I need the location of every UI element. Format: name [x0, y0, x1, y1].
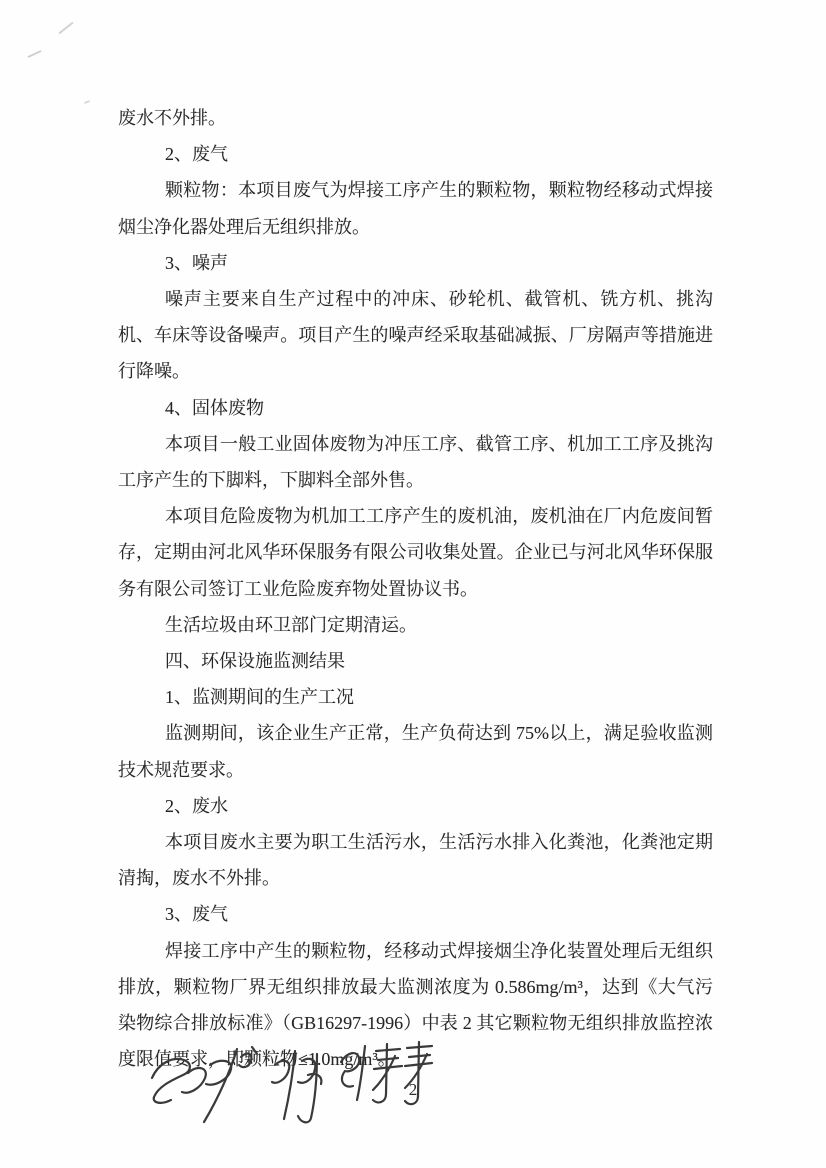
paragraph: 噪声主要来自生产过程中的冲床、砂轮机、截管机、铣方机、挑沟机、车床等设备噪声。项目产生的噪声经采取基础减振、厂房隔声等措施进行降噪。	[118, 289, 713, 382]
paragraph: 焊接工序中产生的颗粒物，经移动式焊接烟尘净化装置处理后无组织排放，颗粒物厂界无组织排放最大监测浓度为 0.586mg/m³，达到《大气污染物综合排放标准》（GB16297-1996）中表 2 其它颗粒物无组织排放监控浓度限值要求，即颗粒物≤1.0mg/m³。	[118, 940, 713, 1070]
scan-artifact	[27, 50, 41, 58]
paragraph: 废水不外排。	[118, 108, 226, 128]
paragraph: 颗粒物：本项目废气为焊接工序产生的颗粒物，颗粒物经移动式焊接烟尘净化器处理后无组织排放。	[118, 180, 713, 237]
scan-artifact	[84, 100, 90, 104]
paragraph: 四、环保设施监测结果	[165, 651, 345, 672]
paragraph: 3、废气	[165, 904, 228, 925]
paragraph: 本项目废水主要为职工生活污水，生活污水排入化粪池，化粪池定期清掏，废水不外排。	[118, 832, 713, 889]
paragraph: 3、噪声	[165, 252, 228, 273]
paragraph: 1、监测期间的生产工况	[165, 687, 354, 708]
paragraph: 2、废水	[165, 795, 228, 816]
document-body	[118, 100, 713, 1077]
paragraph: 4、固体废物	[165, 397, 264, 418]
scan-artifact	[58, 22, 73, 35]
paragraph: 2、废气	[165, 144, 228, 165]
page-number: 2	[408, 1080, 418, 1099]
paragraph: 本项目一般工业固体废物为冲压工序、截管工序、机加工工序及挑沟工序产生的下脚料，下脚料全部外售。	[118, 433, 713, 491]
paragraph: 监测期间，该企业生产正常，生产负荷达到 75%以上，满足验收监测技术规范要求。	[118, 723, 713, 780]
paragraph: 本项目危险废物为机加工工序产生的废机油，废机油在厂内危废间暂存，定期由河北风华环保服务有限公司收集处置。企业已与河北风华环保服务有限公司签订工业危险废弃物处置协议书。	[118, 506, 713, 599]
paragraph: 生活垃圾由环卫部门定期清运。	[165, 614, 417, 635]
